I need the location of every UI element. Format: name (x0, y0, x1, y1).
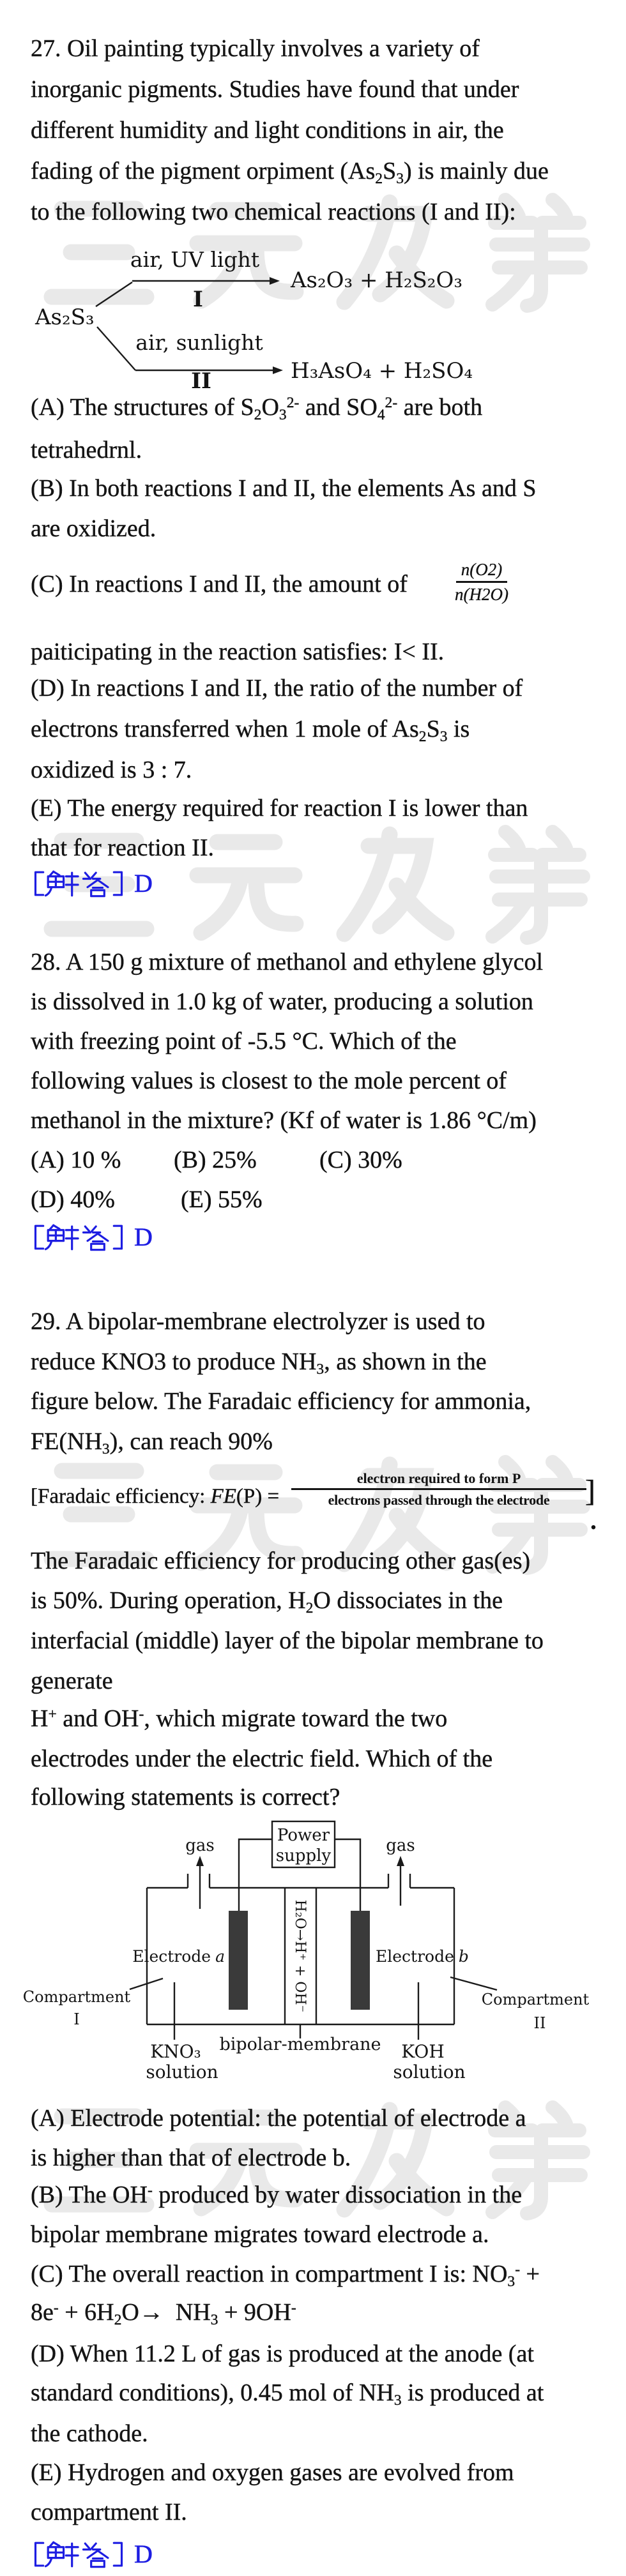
q27-line: fading of the pigment orpiment $(As_2S_3)$ is mainly due (31, 158, 549, 188)
answer-value: D (134, 1223, 153, 1251)
q29-option-c: $8e^- + 6H_2O\to NH_3 + 9OH^-$ (31, 2299, 296, 2329)
q29-line: figure below. The Faradaic efficiency for ammonia, (31, 1388, 531, 1415)
q29-line: generate (31, 1668, 113, 1694)
answer-prefix-glyphs (31, 1223, 126, 1252)
q27-option-c: (C) In reactions I and II, the amount of (31, 571, 408, 598)
q28-option-c: (C) 30% (319, 1147, 402, 1173)
gas-arrow-left-head (196, 1856, 204, 1866)
power-supply-label: Power (277, 1826, 330, 1845)
q28-option-b: (B) 25% (174, 1147, 257, 1173)
q27-line: 27. Oil painting typically involves a variety of (31, 35, 480, 62)
q28-option-e: (E) 55% (181, 1186, 263, 1213)
q28-line: methanol in the mixture? (Kf of water is 1.86 °C/m) (31, 1107, 537, 1134)
wire-right (335, 1839, 360, 1911)
faradaic-formula-lead: [Faradaic efficiency: FE(P) = (31, 1485, 280, 1508)
q28-line: following values is closest to the mole percent of (31, 1067, 507, 1094)
q27-line: inorganic pigments. Studies have found that under (31, 76, 519, 103)
q27-option-d: electrons transferred when 1 mole of $As_2S_3$ is (31, 716, 470, 746)
q29-line: interfacial (middle) layer of the bipolar membrane to (31, 1627, 544, 1654)
q29-line: reduce KNO3 to produce $NH_3$, as shown in the (31, 1348, 487, 1378)
q28-line: 28. A 150 g mixture of methanol and ethylene glycol (31, 949, 544, 975)
branch-line-upper (96, 282, 132, 306)
scheme-products-ii: H₃AsO₄ + H₂SO₄ (291, 358, 473, 384)
compartment-i-numeral: I (73, 2010, 80, 2028)
q29-line: following statements is correct? (31, 1784, 340, 1811)
q29-option-d: standard conditions), 0.45 mol of $NH_3$ is produced at (31, 2379, 544, 2409)
q27-answer (31, 868, 153, 898)
q29-answer (31, 2539, 153, 2569)
gas-label-right: gas (386, 1836, 415, 1855)
q27-fraction (455, 559, 508, 605)
q27-option-a: tetrahedrnl. (31, 437, 142, 463)
q29-option-b: bipolar membrane migrates toward electrode a. (31, 2221, 489, 2248)
koh-solution-label: solution (393, 2061, 466, 2083)
gas-arrow-right-head (397, 1856, 404, 1866)
q29-option-e: compartment II. (31, 2499, 187, 2526)
scheme-condition-i: air, UV light (130, 247, 260, 272)
q29-option-a: (A) Electrode potential: the potential of electrode a (31, 2105, 526, 2132)
q29-line: The Faradaic efficiency for producing other gas(es) (31, 1548, 531, 1574)
q27-option-d: oxidized is 3 : 7. (31, 757, 192, 783)
answer-prefix-glyphs (31, 2540, 126, 2569)
q27-option-b: (B) In both reactions I and II, the elements As and S (31, 475, 537, 502)
q27-option-e: that for reaction II. (31, 834, 214, 861)
q29-option-d: the cathode. (31, 2420, 148, 2447)
q29-line: $FE(NH_3)$, can reach 90% (31, 1428, 273, 1458)
q27-option-b: are oxidized. (31, 515, 156, 542)
q29-line: is 50%. During operation, $H_2O$ dissociates in the (31, 1587, 503, 1617)
q27-option-c: paiticipating in the reaction satisfies: I< II. (31, 638, 445, 665)
faradaic-formula-fraction (291, 1470, 586, 1509)
electrode-b-bar (351, 1911, 370, 2010)
compartment-ii-pointer (450, 1977, 497, 1990)
gas-label-left: gas (185, 1836, 215, 1855)
q29-option-c: (C) The overall reaction in compartment I is: $NO_3^-$ + (31, 2261, 540, 2291)
reaction-scheme (0, 223, 626, 389)
wire-left (239, 1839, 272, 1911)
formula-numerator: electron required to form P (291, 1470, 586, 1490)
koh-label: KOH (401, 2041, 445, 2062)
q29-line: 29. A bipolar-membrane electrolyzer is used to (31, 1308, 485, 1335)
membrane-reaction-text: H₂O→H⁺ + OH⁻ (292, 1899, 308, 2013)
compartment-i-label: Compartment (22, 1988, 131, 2006)
arrow-ii-head (273, 366, 283, 374)
branch-line-lower (97, 327, 135, 370)
kno3-solution-label: solution (146, 2061, 218, 2083)
q27-option-a: (A) The structures of $S_2O_3^{2-}$ and $SO_4^{2-}$ are both (31, 394, 483, 424)
arrow-i-head (270, 277, 280, 285)
bipolar-membrane-label: bipolar-membrane (219, 2035, 381, 2054)
fraction-denominator: n(H2O) (455, 585, 508, 605)
scheme-reactant: As₂S₃ (35, 305, 95, 330)
formula-period: . (590, 1506, 597, 1535)
kno3-label: KNO₃ (150, 2041, 201, 2062)
q29-option-d: (D) When 11.2 L of gas is produced at the anode (at (31, 2340, 534, 2367)
scheme-products-i: As₂O₃ + H₂S₂O₃ (291, 267, 462, 293)
scheme-label-ii: II (191, 368, 211, 389)
scheme-condition-ii: air, sunlight (135, 330, 263, 355)
compartment-ii-label: Compartment (481, 1991, 590, 2008)
formula-denominator: electrons passed through the electrode (328, 1492, 550, 1508)
q29-line: electrodes under the electric field. Which of the (31, 1745, 493, 1772)
q29-option-a: is higher than that of electrode b. (31, 2144, 351, 2171)
q27-option-e: (E) The energy required for reaction I is lower than (31, 795, 528, 822)
power-supply-label: supply (275, 1846, 332, 1865)
scheme-label-i: I (193, 287, 203, 312)
electrode-b-label: Electrode b (376, 1947, 469, 1966)
answer-prefix-glyphs (31, 869, 126, 898)
answer-value: D (134, 2540, 153, 2568)
q28-option-d: (D) 40% (31, 1186, 115, 1213)
formula-close-bracket: ] (585, 1474, 595, 1508)
fraction-numerator: n(O2) (456, 559, 507, 583)
electrode-a-label: Electrode a (132, 1947, 225, 1966)
q27-line: different humidity and light conditions in air, the (31, 117, 504, 144)
q28-line: with freezing point of -5.5 °C. Which of the (31, 1028, 457, 1055)
q29-option-e: (E) Hydrogen and oxygen gases are evolved from (31, 2459, 514, 2486)
q29-option-b: (B) The OH- produced by water dissociation in the (31, 2181, 523, 2208)
q28-answer (31, 1222, 153, 1252)
electrode-a-bar (229, 1911, 248, 2010)
answer-value: D (134, 869, 153, 898)
electrolyzer-figure (0, 1816, 626, 2084)
q27-option-d: (D) In reactions I and II, the ratio of the number of (31, 675, 523, 702)
q28-line: is dissolved in 1.0 kg of water, producing a solution (31, 988, 533, 1015)
q28-option-a: (A) 10 % (31, 1147, 121, 1173)
q27-line: to the following two chemical reactions (I and II): (31, 199, 516, 225)
q29-line: H+ and OH-, which migrate toward the two (31, 1705, 448, 1732)
compartment-ii-numeral: II (533, 2014, 546, 2032)
